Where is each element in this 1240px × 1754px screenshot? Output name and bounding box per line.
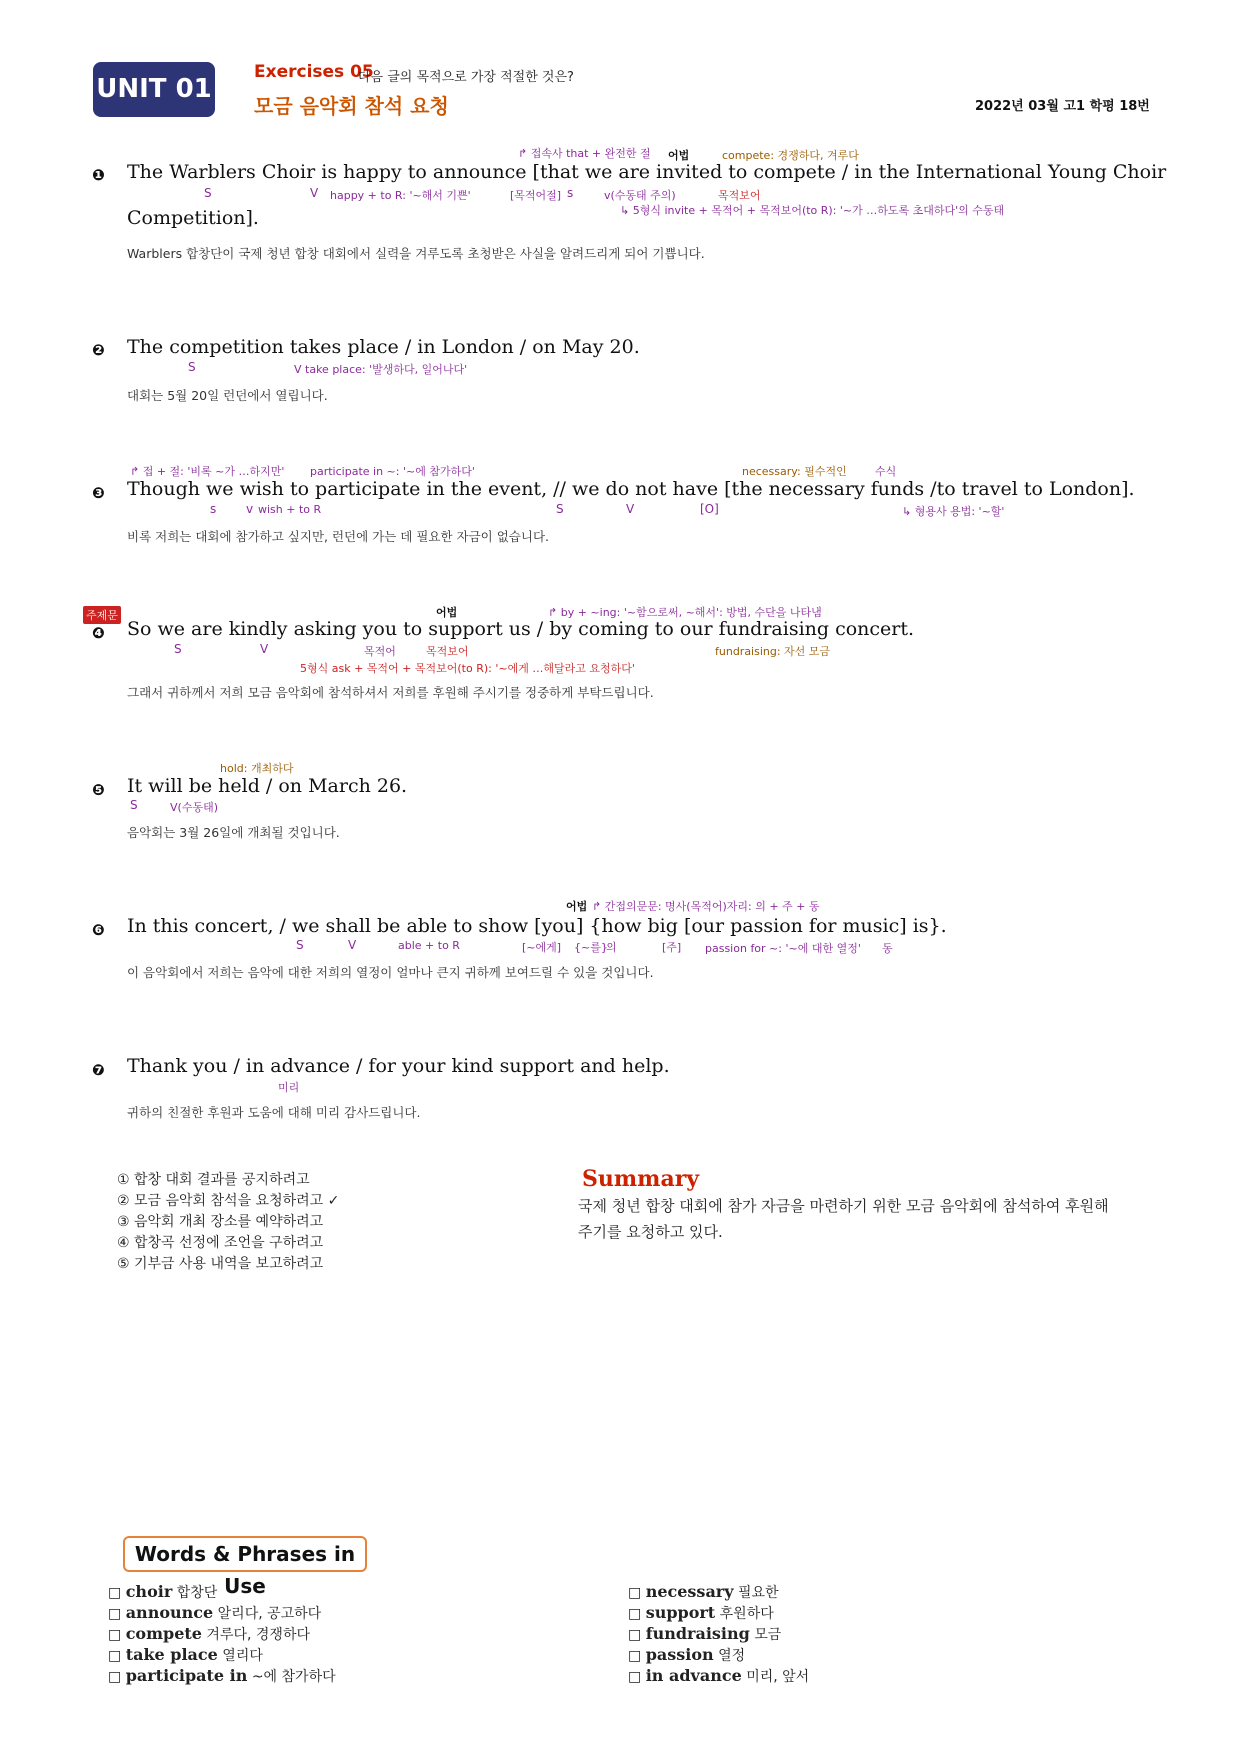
- annotation: [주]: [662, 941, 682, 954]
- sentence-number: ❻: [92, 921, 105, 939]
- exercise-question: 다음 글의 목적으로 가장 적절한 것은?: [358, 70, 574, 85]
- annotation: [O]: [700, 502, 719, 516]
- exam-source: 2022년 03월 고1 학평 18번: [975, 99, 1150, 114]
- sentence-korean: 음악회는 3월 26일에 개최될 것입니다.: [127, 825, 340, 840]
- annotation: able + to R: [398, 939, 460, 952]
- exercise-label: Exercises 05: [254, 62, 374, 82]
- annotation: V take place: '발생하다, 일어나다': [294, 363, 468, 376]
- vocab-list-left: [108, 1582, 336, 1687]
- annotation: participate in ~: '~에 참가하다': [310, 465, 475, 478]
- annotation: ↱ by + ~ing: '~함으로써, ~해서': 방법, 수단을 나타냄: [548, 606, 822, 619]
- sentence-korean: 그래서 귀하께서 저희 모금 음악회에 참석하셔서 저희를 후원해 주시기를 정중하게 부탁드립니다.: [127, 685, 654, 700]
- annotation: ↱ 접 + 절: '비록 ~가 …하지만': [130, 465, 285, 478]
- sentence-number: ❺: [92, 781, 105, 799]
- annotation: [목적어절]: [510, 189, 562, 202]
- vocab-item: □ support 후원하다: [628, 1603, 774, 1622]
- annotation: ↳ 5형식 invite + 목적어 + 목적보어(to R): '~가 …하도록 초대하다'의 수동태: [620, 204, 1005, 217]
- unit-badge: UNIT 01: [93, 62, 215, 117]
- sentence-number: ❶: [92, 166, 105, 184]
- sentence-english-cont: Competition].: [127, 207, 259, 229]
- eobeop-label: 어법: [668, 149, 690, 162]
- annotation: 동: [882, 942, 893, 955]
- annotation: V(수동태): [170, 801, 218, 814]
- sentence-english: It will be held / on March 26.: [127, 775, 408, 797]
- sentence-english: The competition takes place / in London / on May 20.: [127, 336, 640, 358]
- eobeop-label: 어법: [436, 606, 458, 619]
- annotation: V: [310, 186, 319, 200]
- annotation: passion for ~: '~에 대한 열정': [705, 942, 861, 955]
- vocab-item: □ announce 알리다, 공고하다: [108, 1603, 322, 1622]
- annotation: happy + to R: '~해서 기쁜': [330, 189, 471, 202]
- annotation: 목적어: [364, 645, 396, 658]
- sentence-korean: 대회는 5월 20일 런던에서 열립니다.: [127, 388, 328, 403]
- sentence-english: The Warblers Choir is happy to announce [that we are invited to compete / in the International Young Choir: [127, 161, 1167, 183]
- words-phrases-badge: Words & Phrases in Use: [123, 1536, 367, 1572]
- annotation: s: [210, 502, 217, 516]
- annotation: 미리: [278, 1081, 300, 1094]
- summary-title: Summary: [582, 1166, 700, 1192]
- annotation: ↳ 형용사 용법: '~할': [902, 505, 1005, 518]
- sentence-korean: Warblers 합창단이 국제 청년 합창 대회에서 실력을 겨루도록 초청받은 사실을 알려드리게 되어 기쁩니다.: [127, 246, 705, 261]
- choice-2[interactable]: ② 모금 음악회 참석을 요청하려고 ✓: [117, 1193, 340, 1209]
- sentence-number: ❼: [92, 1061, 105, 1079]
- annotation: [~에게]: [522, 941, 562, 954]
- sentence-korean: 이 음악회에서 저희는 음악에 대한 저희의 열정이 얼마나 큰지 귀하께 보여드릴 수 있을 것입니다.: [127, 965, 654, 980]
- annotation: V: [348, 938, 357, 952]
- annotation: 의: [606, 941, 617, 954]
- sentence-korean: 비록 저희는 대회에 참가하고 싶지만, 런던에 가는 데 필요한 자금이 없습니다.: [127, 529, 550, 544]
- vocab-list-right: [628, 1582, 809, 1687]
- choice-5[interactable]: ⑤ 기부금 사용 내역을 보고하려고: [117, 1256, 324, 1272]
- eobeop-label: 어법: [566, 900, 588, 913]
- answer-choices: [117, 1170, 339, 1275]
- vocab-item: □ take place 열리다: [108, 1645, 263, 1664]
- annotation: 5형식 ask + 목적어 + 목적보어(to R): '~에게 …해달라고 요청하다': [300, 662, 635, 675]
- summary-text-cont: 주기를 요청하고 있다.: [578, 1223, 723, 1241]
- annotation: 목적보어: [426, 645, 469, 658]
- sentence-english: Thank you / in advance / for your kind support and help.: [127, 1055, 670, 1077]
- annotation: V: [626, 502, 635, 516]
- sentence-english: In this concert, / we shall be able to show [you] {how big [our passion for music] is}.: [127, 915, 947, 937]
- annotation: hold: 개최하다: [220, 762, 294, 775]
- sentence-english: Though we wish to participate in the event, // we do not have [the necessary funds /to travel to London].: [127, 478, 1135, 500]
- sentence-number: ❹: [92, 624, 105, 642]
- exercise-title: 모금 음악회 참석 요청: [254, 94, 449, 118]
- choice-3[interactable]: ③ 음악회 개최 장소를 예약하려고: [117, 1214, 324, 1230]
- vocab-item: □ compete 겨루다, 경쟁하다: [108, 1624, 310, 1643]
- annotation: v(수동태 주의): [604, 189, 676, 202]
- annotation: ↱ 간접의문문: 명사(목적어)자리: 의 + 주 + 동: [592, 900, 820, 913]
- annotation: fundraising: 자선 모금: [715, 645, 831, 658]
- annotation: S: [296, 938, 304, 952]
- annotation: 목적보어: [718, 189, 761, 202]
- annotation: necessary: 필수적인: [742, 465, 847, 478]
- vocab-item: □ passion 열정: [628, 1645, 746, 1664]
- annotation: wish + to R: [258, 503, 322, 516]
- annotation: ↱ 접속사 that + 완전한 절: [518, 147, 651, 160]
- vocab-item: □ participate in ~에 참가하다: [108, 1666, 336, 1685]
- annotation: S: [204, 186, 212, 200]
- annotation: v: [246, 502, 254, 516]
- vocab-item: □ in advance 미리, 앞서: [628, 1666, 810, 1685]
- annotation: S: [130, 798, 138, 812]
- sentence-number: ❸: [92, 484, 105, 502]
- sentence-korean: 귀하의 친절한 후원과 도움에 대해 미리 감사드립니다.: [127, 1105, 421, 1120]
- choice-1[interactable]: ① 합창 대회 결과를 공지하려고: [117, 1172, 310, 1188]
- annotation: s: [567, 186, 574, 200]
- annotation: S: [556, 502, 564, 516]
- summary-text: 국제 청년 합창 대회에 참가 자금을 마련하기 위한 모금 음악회에 참석하여 후원해: [578, 1197, 1109, 1215]
- annotation: V: [260, 642, 269, 656]
- sentence-number: ❷: [92, 341, 105, 359]
- vocab-item: □ fundraising 모금: [628, 1624, 782, 1643]
- vocab-item: □ necessary 필요한: [628, 1582, 779, 1601]
- annotation: S: [188, 360, 196, 374]
- sentence-english: So we are kindly asking you to support us / by coming to our fundraising concert.: [127, 618, 915, 640]
- choice-4[interactable]: ④ 합창곡 선정에 조언을 구하려고: [117, 1235, 324, 1251]
- vocab-item: □ choir 합창단: [108, 1582, 218, 1601]
- annotation: {~를}: [574, 941, 608, 954]
- annotation: compete: 경쟁하다, 겨루다: [722, 149, 859, 162]
- annotation: S: [174, 642, 182, 656]
- annotation: 수식: [875, 465, 897, 478]
- topic-sentence-tag: 주제문: [83, 606, 121, 624]
